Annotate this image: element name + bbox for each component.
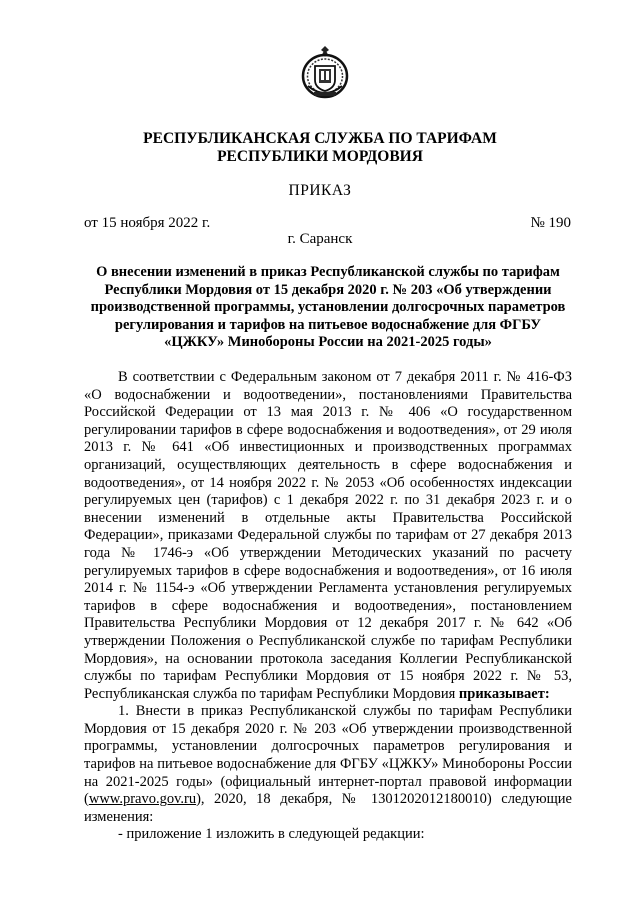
item-1-text-start: 1. Внести в приказ Республиканской службы по тарифам Республики Мордовия от 15 декабря 2020 г. № 203 «Об утверждении производственной программы, установлении долгосрочных параметров регулирования и тарифов на питьевое водоснабжение для ФГБУ «ЦЖКУ» Минобороны России на 2021-2025 годы» (официальный интернет-портал правовой информации ( [84,703,572,808]
document-date: от 15 ноября 2022 г. [84,215,211,231]
document-number: № 190 [530,215,571,231]
item-1-paragraph [84,703,572,826]
document-subject: О внесении изменений в приказ Республиканской службы по тарифам Республики Мордовия от 15 декабря 2020 г. № 203 «Об утверждении производственной программы, установлении долгосрочных параметров регулирования и тарифов на питьевое водоснабжение для ФГБУ «ЦЖКУ» Минобороны России на 2021-2025 годы» [90,264,566,350]
item-1-text-end: ), 2020, 18 декабря, № 1301202012180010) следующие изменения: [84,791,572,825]
preamble-text: В соответствии с Федеральным законом от 7 декабря 2011 г. № 416-ФЗ «О водоснабжении и водоотведении», постановлениями Правительства Российской Федерации от 13 мая 2013 г. № 406 «О государственном регулировании тарифов в сфере водоснабжения и водоотведения», от 29 июля 2013 г. № 641 «Об инвестиционных и производственных программах организаций, осуществляющих деятельность в сфере водоснабжения и водоотведения», от 14 ноября 2022 г. № 2053 «Об особенностях индексации регулируемых цен (тарифов) с 1 декабря 2022 г. по 31 декабря 2023 г. и о внесении изменений в отдельные акты Правительства Российской Федерации», приказами Федеральной службы по тарифам от 27 декабря 2013 года № 1746-э «Об утверждении Методических указаний по расчету регулируемых тарифов в сфере водоснабжения и водоотведения», от 16 июля 2014 г. № 1154-э «Об утверждении Регламента установления регулируемых тарифов в сфере водоснабжения и водоотведения», постановлением Правительства Республики Мордовия от 12 декабря 2017 г. № 642 «Об утверждении Положения о Республиканской службе по тарифам Республики Мордовия», на основании протокола заседания Коллегии Республиканской службы по тарифам Республики Мордовия от 15 ноября 2022 г. № 53, Республиканская служба по тарифам Республики Мордовия [84,369,572,702]
coat-of-arms-emblem [300,44,350,100]
preamble-paragraph [84,369,572,703]
document-city: г. Саранск [287,231,353,247]
pravo-portal-link[interactable]: www.pravo.gov.ru [88,791,197,808]
item-2-paragraph: - приложение 1 изложить в следующей редакции: [118,826,425,843]
organization-name-line2: РЕСПУБЛИКИ МОРДОВИЯ [217,148,423,165]
organization-name-line1: РЕСПУБЛИКАНСКАЯ СЛУЖБА ПО ТАРИФАМ [143,130,497,147]
orders-keyword: приказывает: [458,685,550,702]
document-type: ПРИКАЗ [288,182,352,199]
document-body [84,369,572,844]
